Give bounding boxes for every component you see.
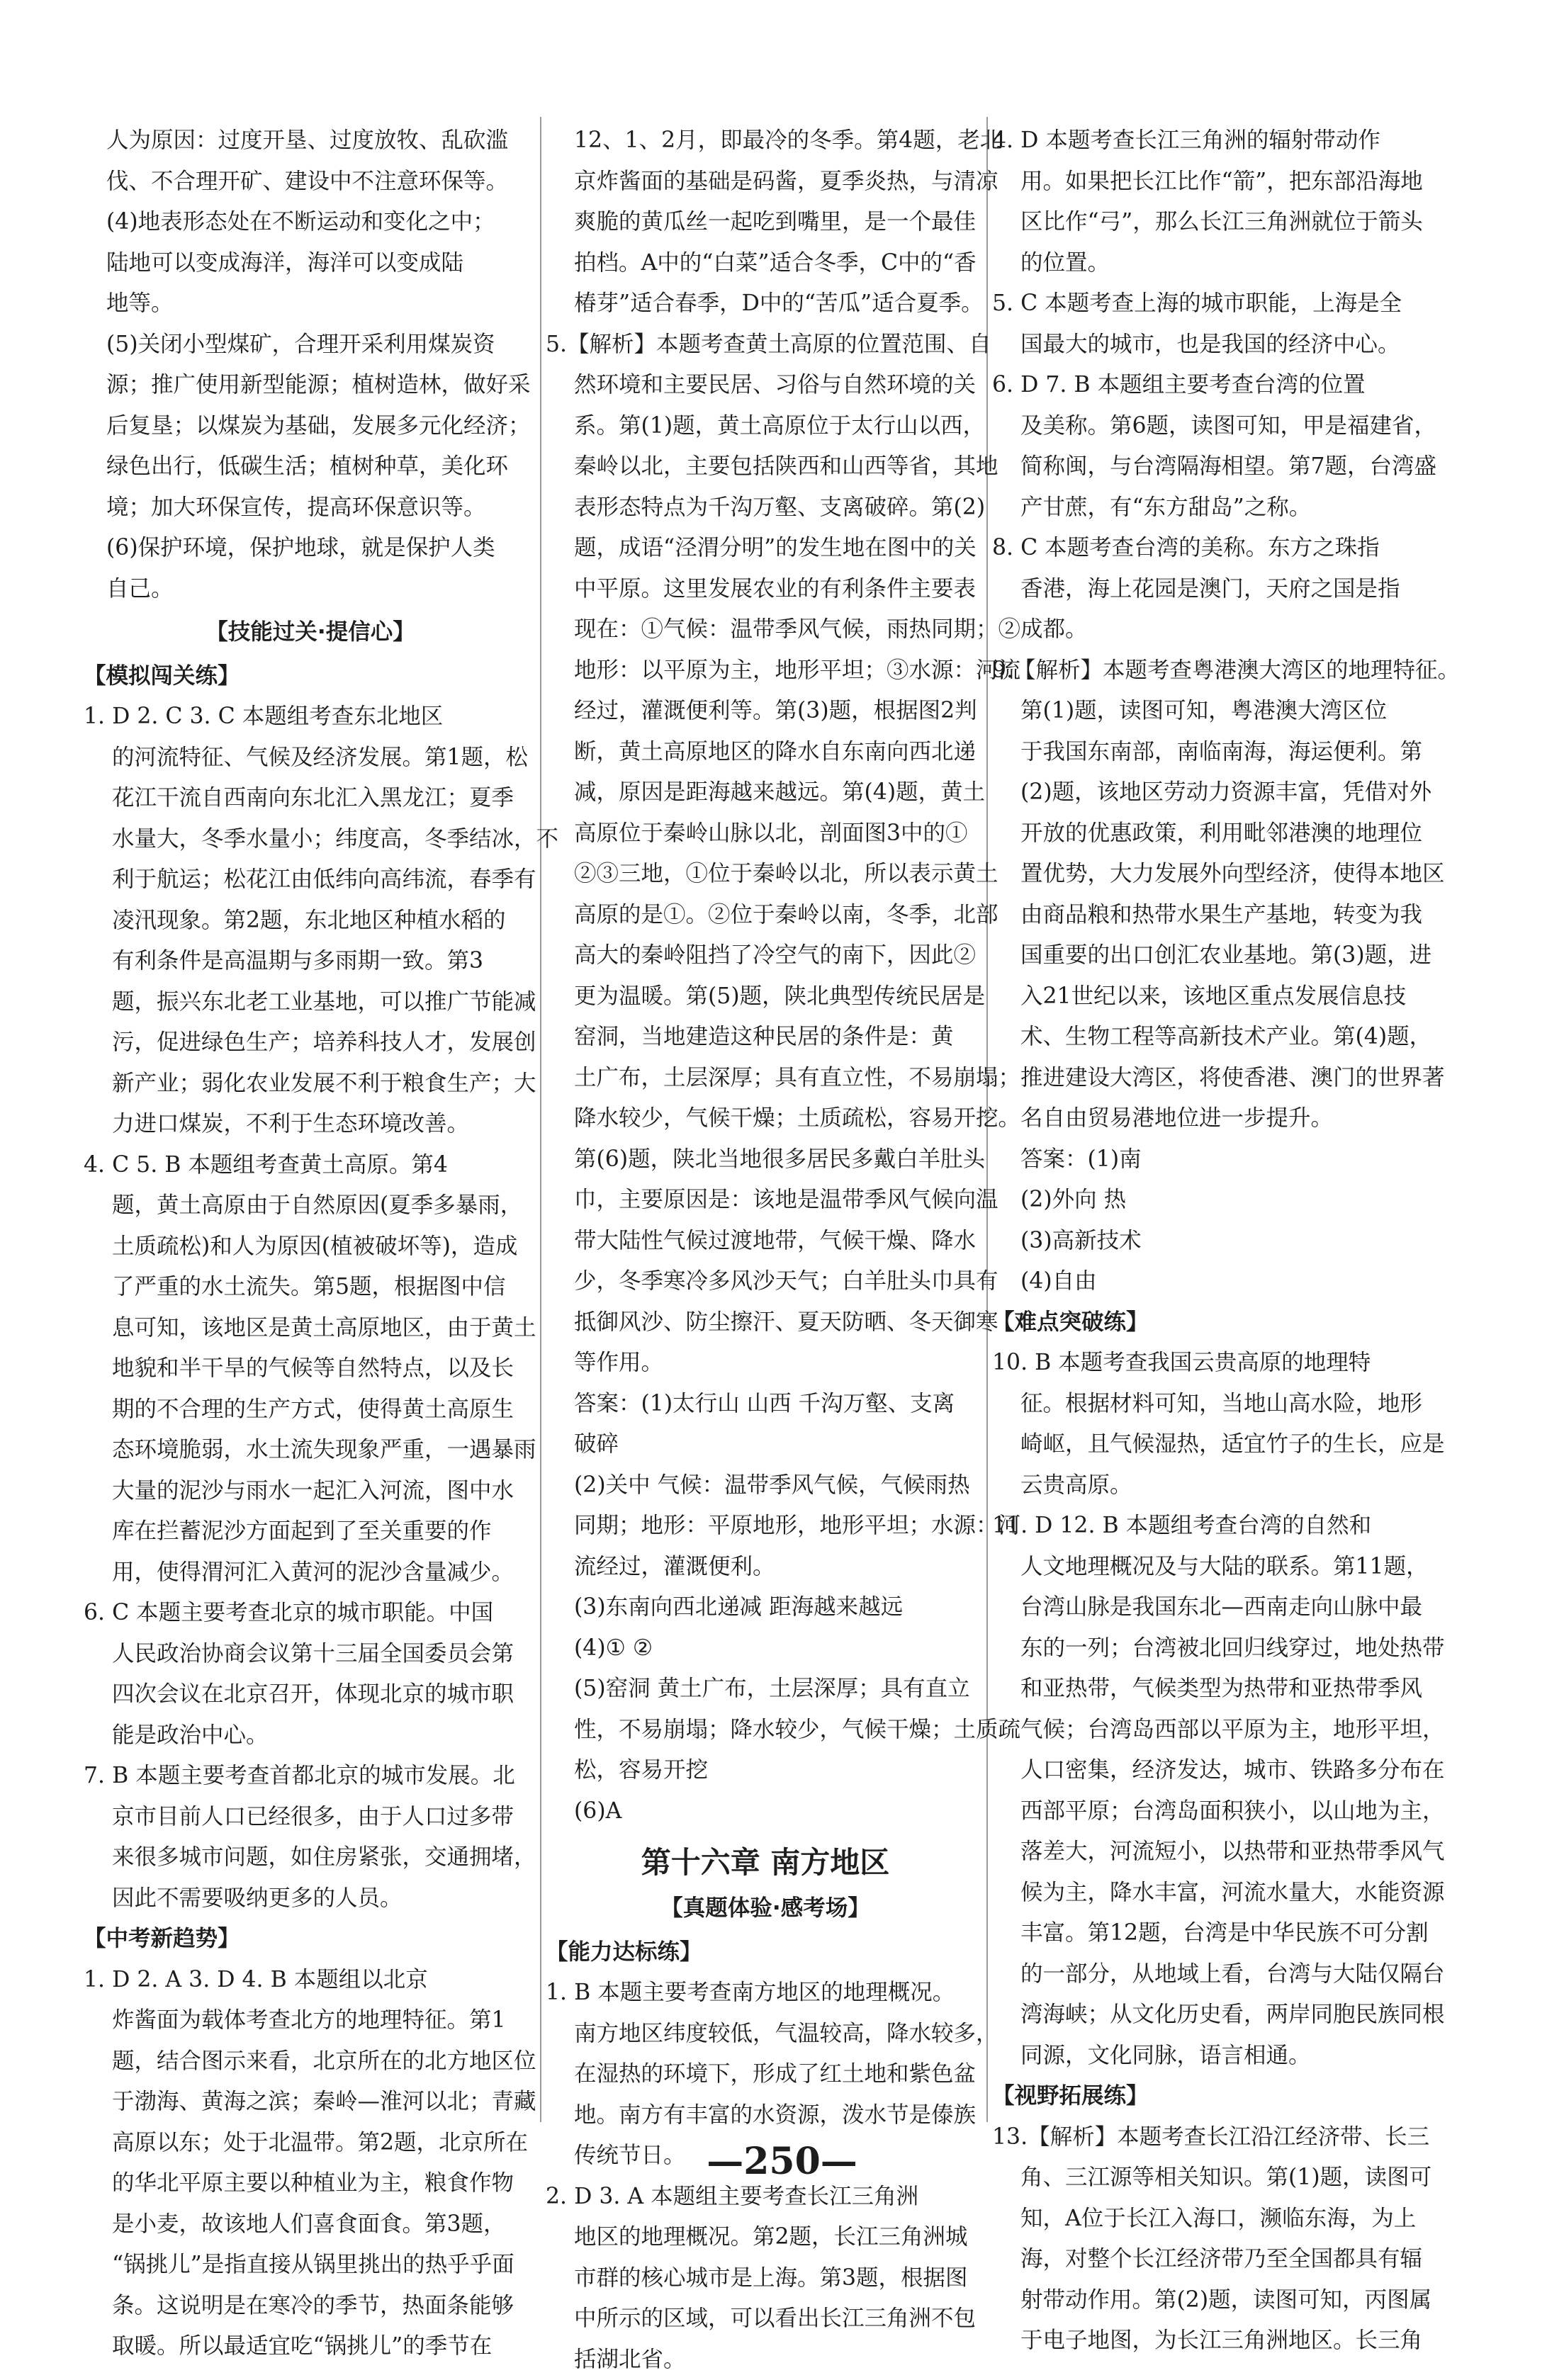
text-line: 1. D 2. C 3. C 本题组考查东北地区 — [84, 696, 537, 738]
section-heading: 【真题体验·感考场】 — [546, 1888, 985, 1929]
text-line: 12、1、2月，即最冷的冬季。第4题，老北 — [546, 120, 985, 162]
text-line: 高原以东；处于北温带。第2题，北京所在 — [84, 2123, 537, 2164]
text-line: 题，黄土高原由于自然原因(夏季多暴雨， — [84, 1185, 537, 1226]
text-line: 候为主，降水丰富，河流水量大，水能资源 — [992, 1873, 1446, 1914]
text-line: 来很多城市问题，如住房紧张，交通拥堵， — [84, 1837, 537, 1878]
text-line: 云贵高原。 — [992, 1465, 1446, 1506]
text-line: 地形：以平原为主，地形平坦；③水源：河流 — [546, 650, 985, 692]
text-line: 台湾山脉是我国东北—西南走向山脉中最 — [992, 1587, 1446, 1628]
text-line: 国重要的出口创汇农业基地。第(3)题，进 — [992, 935, 1446, 976]
text-line: 花江干流自西南向东北汇入黑龙江；夏季 — [84, 778, 537, 819]
chapter-title: 第十六章 南方地区 — [546, 1840, 985, 1885]
text-line: 题，振兴东北老工业基地，可以推广节能减 — [84, 982, 537, 1023]
text-line: 11. D 12. B 本题组考查台湾的自然和 — [992, 1506, 1446, 1547]
text-line: 9.【解析】本题考查粤港澳大湾区的地理特征。 — [992, 650, 1446, 692]
text-line: (2)外向 热 — [992, 1180, 1446, 1221]
text-line: 伐、不合理开矿、建设中不注意环保等。 — [84, 162, 537, 203]
text-line: (2)关中 气候：温带季风气候，气候雨热 — [546, 1465, 985, 1506]
text-line: (6)A — [546, 1791, 985, 1832]
text-line: 中平原。这里发展农业的有利条件主要表 — [546, 569, 985, 610]
text-line: 土广布，土层深厚；具有直立性，不易崩塌； — [546, 1058, 985, 1099]
text-line: 窑洞，当地建造这种民居的条件是：黄 — [546, 1017, 985, 1058]
text-line: 利于航运；松花江由低纬向高纬流，春季有 — [84, 859, 537, 901]
text-line: 高原位于秦岭山脉以北，剖面图3中的① — [546, 813, 985, 855]
section-heading: 【难点突破练】 — [992, 1302, 1446, 1343]
text-line: (3)东南向西北递减 距海越来越远 — [546, 1587, 985, 1628]
text-line: 简称闽，与台湾隔海相望。第7题，台湾盛 — [992, 446, 1446, 487]
text-line: 中所示的区域，可以看出长江三角洲不包 — [546, 2299, 985, 2340]
section-heading: 【模拟闯关练】 — [84, 656, 537, 697]
text-line: 湾海峡；从文化历史看，两岸同胞民族同根 — [992, 1995, 1446, 2036]
text-line: 5.【解析】本题考查黄土高原的位置范围、自 — [546, 325, 985, 366]
text-line: 市群的核心城市是上海。第3题，根据图 — [546, 2258, 985, 2299]
text-line: 经过，灌溉便利等。第(3)题，根据图2判 — [546, 691, 985, 732]
text-line: ②③三地，①位于秦岭以北，所以表示黄土 — [546, 854, 985, 895]
text-line: 人文地理概况及与大陆的联系。第11题， — [992, 1547, 1446, 1588]
text-line: 降水较少，气候干燥；土质疏松，容易开挖。 — [546, 1098, 985, 1139]
text-line: 态环境脆弱，水土流失现象严重，一遇暴雨 — [84, 1430, 537, 1471]
text-line: (4)① ② — [546, 1628, 985, 1669]
text-line: 炸酱面为载体考查北方的地理特征。第1 — [84, 2000, 537, 2041]
text-line: 带大陆性气候过渡地带，气候干燥、降水 — [546, 1221, 985, 1262]
text-line: 性，不易崩塌；降水较少，气候干燥；土质疏 — [546, 1710, 985, 1751]
text-line: 射带动作用。第(2)题，读图可知，丙图属 — [992, 2280, 1446, 2321]
text-line: 的位置。 — [992, 243, 1446, 284]
text-line: 椿芽”适合春季，D中的“苦瓜”适合夏季。 — [546, 283, 985, 325]
text-line: 传统节日。 — [546, 2136, 985, 2177]
text-line: 香港，海上花园是澳门，天府之国是指 — [992, 569, 1446, 610]
text-line: 力进口煤炭，不利于生态环境改善。 — [84, 1104, 537, 1145]
text-line: 6. C 本题主要考查北京的城市职能。中国 — [84, 1593, 537, 1634]
text-line: 地等。 — [84, 283, 537, 325]
text-line: 于渤海、黄海之滨；秦岭—淮河以北；青藏 — [84, 2082, 537, 2123]
text-line: 了严重的水土流失。第5题，根据图中信 — [84, 1267, 537, 1308]
text-line: 地貌和半干旱的气候等自然特点，以及长 — [84, 1348, 537, 1389]
text-line: 名自由贸易港地位进一步提升。 — [992, 1098, 1446, 1139]
text-line: “锅挑儿”是指直接从锅里挑出的热乎乎面 — [84, 2245, 537, 2286]
text-line: 的河流特征、气候及经济发展。第1题，松 — [84, 738, 537, 779]
text-line: 高原的是①。②位于秦岭以南，冬季，北部 — [546, 895, 985, 936]
text-line: (3)高新技术 — [992, 1221, 1446, 1262]
text-line: 由商品粮和热带水果生产基地，转变为我 — [992, 895, 1446, 936]
text-line: 京市目前人口已经很多，由于人口过多带 — [84, 1797, 537, 1838]
text-line: 少，冬季寒冷多风沙天气；白羊肚头巾具有 — [546, 1261, 985, 1302]
text-line: (5)窑洞 黄土广布，土层深厚；具有直立 — [546, 1669, 985, 1710]
text-line: 的一部分，从地域上看，台湾与大陆仅隔台 — [992, 1954, 1446, 1995]
text-line: 成都。 — [992, 609, 1446, 650]
text-line: 人民政治协商会议第十三届全国委员会第 — [84, 1634, 537, 1675]
text-line: 土质疏松)和人为原因(植被破坏等)，造成 — [84, 1226, 537, 1268]
text-line: 自己。 — [84, 569, 537, 610]
text-line: 7. B 本题主要考查首都北京的城市发展。北 — [84, 1756, 537, 1797]
section-heading: 【视野拓展练】 — [992, 2076, 1446, 2117]
text-line: 松，容易开挖 — [546, 1750, 985, 1791]
text-column-right — [992, 120, 1446, 2111]
text-line: 系。第(1)题，黄土高原位于太行山以西， — [546, 406, 985, 447]
section-heading: 【中考新趋势】 — [84, 1919, 537, 1960]
text-line: 同期；地形：平原地形，地形平坦；水源：河 — [546, 1506, 985, 1547]
text-line: 开放的优惠政策，利用毗邻港澳的地理位 — [992, 813, 1446, 855]
text-line: 绿色出行，低碳生活；植树种草，美化环 — [84, 446, 537, 487]
text-line: 8. C 本题考查台湾的美称。东方之珠指 — [992, 528, 1446, 569]
text-line: 10. B 本题考查我国云贵高原的地理特 — [992, 1343, 1446, 1384]
text-line: 1. D 2. A 3. D 4. B 本题组以北京 — [84, 1960, 537, 2001]
text-line: 源；推广使用新型能源；植树造林，做好采 — [84, 365, 537, 406]
text-line: 更为温暖。第(5)题，陕北典型传统民居是 — [546, 976, 985, 1017]
text-line: 流经过，灌溉便利。 — [546, 1547, 985, 1588]
text-line: 爽脆的黄瓜丝一起吃到嘴里，是一个最佳 — [546, 202, 985, 243]
text-line: 凌汛现象。第2题，东北地区种植水稻的 — [84, 901, 537, 942]
text-line: 用，使得渭河汇入黄河的泥沙含量减少。 — [84, 1552, 537, 1594]
text-line: 东的一列；台湾被北回归线穿过，地处热带 — [992, 1628, 1446, 1669]
text-line: 京炸酱面的基础是码酱，夏季炎热，与清凉 — [546, 162, 985, 203]
text-line: (2)题，该地区劳动力资源丰富，凭借对外 — [992, 772, 1446, 813]
text-line: 四次会议在北京召开，体现北京的城市职 — [84, 1674, 537, 1715]
text-line: 知，A位于长江入海口，濒临东海，为上 — [992, 2199, 1446, 2240]
text-line: 地。南方有丰富的水资源，泼水节是傣族 — [546, 2095, 985, 2136]
text-line: 崎岖，且气候湿热，适宜竹子的生长，应是 — [992, 1424, 1446, 1465]
text-line: 于我国东南部，南临南海，海运便利。第 — [992, 732, 1446, 773]
text-line: 海，对整个长江经济带乃至全国都具有辐 — [992, 2239, 1446, 2280]
text-line: 题，成语“泾渭分明”的发生地在图中的关 — [546, 528, 985, 569]
text-line: 巾，主要原因是：该地是温带季风气候向温 — [546, 1180, 985, 1221]
text-line: 在湿热的环境下，形成了红土地和紫色盆 — [546, 2054, 985, 2095]
text-line: 条。这说明是在寒冷的季节，热面条能够 — [84, 2286, 537, 2327]
text-line: 有利条件是高温期与多雨期一致。第3 — [84, 941, 537, 982]
text-line: 推进建设大湾区，将使香港、澳门的世界著 — [992, 1058, 1446, 1099]
text-line: 是小麦，故该地人们喜食面食。第3题， — [84, 2204, 537, 2245]
page-number: —250— — [0, 2140, 1564, 2183]
text-line: 破碎 — [546, 1424, 985, 1465]
text-line: 新产业；弱化农业发展不利于粮食生产；大 — [84, 1064, 537, 1105]
text-line: 气候；台湾岛西部以平原为主，地形平坦， — [992, 1710, 1446, 1751]
column-divider-1 — [540, 117, 541, 2122]
text-line: 4. D 本题考查长江三角洲的辐射带动作 — [992, 120, 1446, 162]
text-line: (4)地表形态处在不断运动和变化之中； — [84, 202, 537, 243]
text-line: 水量大，冬季水量小；纬度高，冬季结冰，不 — [84, 819, 537, 860]
text-line: 落差大，河流短小，以热带和亚热带季风气 — [992, 1832, 1446, 1873]
section-heading: 【技能过关·提信心】 — [84, 612, 537, 653]
text-line: 人口密集，经济发达，城市、铁路多分布在 — [992, 1750, 1446, 1791]
text-line: 角、三江源等相关知识。第(1)题，读图可 — [992, 2158, 1446, 2199]
text-line: 答案：(1)太行山 山西 千沟万壑、支离 — [546, 1384, 985, 1425]
text-line: 境；加大环保宣传，提高环保意识等。 — [84, 487, 537, 529]
text-line: 同源，文化同脉，语言相通。 — [992, 2036, 1446, 2077]
text-line: 于电子地图，为长江三角洲地区。长三角 — [992, 2320, 1446, 2362]
text-line: 表形态特点为千沟万壑、支离破碎。第(2) — [546, 487, 985, 529]
text-line: 置优势，大力发展外向型经济，使得本地区 — [992, 854, 1446, 895]
text-line: 1. B 本题主要考查南方地区的地理概况。 — [546, 1973, 985, 2014]
text-line: 断，黄土高原地区的降水自东南向西北递 — [546, 732, 985, 773]
text-line: 括湖北省。 — [546, 2340, 985, 2380]
text-line: 丰富。第12题，台湾是中华民族不可分割 — [992, 1913, 1446, 1954]
text-line: 答案：(1)南 — [992, 1139, 1446, 1180]
text-line: 污，促进绿色生产；培养科技人才，发展创 — [84, 1022, 537, 1064]
section-heading: 【能力达标练】 — [546, 1932, 985, 1973]
text-line: 13.【解析】本题考查长江沿江经济带、长三 — [992, 2117, 1446, 2158]
text-column-left — [84, 120, 537, 2111]
text-line: 现在：①气候：温带季风气候，雨热同期；② — [546, 609, 985, 650]
text-line: 征。根据材料可知，当地山高水险，地形 — [992, 1384, 1446, 1425]
text-line: 区比作“弓”，那么长江三角洲就位于箭头 — [992, 202, 1446, 243]
text-line: 取暖。所以最适宜吃“锅挑儿”的季节在 — [84, 2326, 537, 2367]
text-line: 6. D 7. B 本题组主要考查台湾的位置 — [992, 365, 1446, 406]
text-line: 因此不需要吸纳更多的人员。 — [84, 1878, 537, 1919]
text-line: 4. C 5. B 本题组考查黄土高原。第4 — [84, 1145, 537, 1186]
text-line: 2. D 3. A 本题组主要考查长江三角洲 — [546, 2177, 985, 2218]
text-line: 入21世纪以来，该地区重点发展信息技 — [992, 976, 1446, 1017]
text-line: 拍档。A中的“白菜”适合冬季，C中的“香 — [546, 243, 985, 284]
text-line: 第(6)题，陕北当地很多居民多戴白羊肚头 — [546, 1139, 985, 1180]
text-line: 和亚热带，气候类型为热带和亚热带季风 — [992, 1669, 1446, 1710]
text-line: 术、生物工程等高新技术产业。第(4)题， — [992, 1017, 1446, 1058]
text-line: 地区的地理概况。第2题，长江三角洲城 — [546, 2217, 985, 2258]
text-line: (5)关闭小型煤矿，合理开采利用煤炭资 — [84, 325, 537, 366]
text-line: 西部平原；台湾岛面积狭小，以山地为主， — [992, 1791, 1446, 1832]
text-line: 高大的秦岭阻挡了冷空气的南下，因此② — [546, 935, 985, 976]
text-line: 的华北平原主要以种植业为主，粮食作物 — [84, 2163, 537, 2204]
text-line: 后复垦；以煤炭为基础，发展多元化经济； — [84, 406, 537, 447]
text-line: 5. C 本题考查上海的城市职能，上海是全 — [992, 283, 1446, 325]
text-line: 国最大的城市，也是我国的经济中心。 — [992, 325, 1446, 366]
text-line: (6)保护环境，保护地球，就是保护人类 — [84, 528, 537, 569]
text-line: (4)自由 — [992, 1261, 1446, 1302]
text-line: 陆地可以变成海洋，海洋可以变成陆 — [84, 243, 537, 284]
text-line: 减，原因是距海越来越远。第(4)题，黄土 — [546, 772, 985, 813]
text-line: 抵御风沙、防尘擦汗、夏天防晒、冬天御寒 — [546, 1302, 985, 1343]
text-line: 南方地区纬度较低，气温较高，降水较多， — [546, 2014, 985, 2055]
text-line: 息可知，该地区是黄土高原地区，由于黄土 — [84, 1308, 537, 1349]
text-line: 大量的泥沙与雨水一起汇入河流，图中水 — [84, 1471, 537, 1512]
text-line: 第(1)题，读图可知，粤港澳大湾区位 — [992, 691, 1446, 732]
text-line: 题，结合图示来看，北京所在的北方地区位 — [84, 2041, 537, 2082]
text-line: 能是政治中心。 — [84, 1715, 537, 1756]
text-line: 产甘蔗，有“东方甜岛”之称。 — [992, 487, 1446, 529]
text-line: 用。如果把长江比作“箭”，把东部沿海地 — [992, 162, 1446, 203]
text-line: 库在拦蓄泥沙方面起到了至关重要的作 — [84, 1511, 537, 1552]
text-line: 及美称。第6题，读图可知，甲是福建省， — [992, 406, 1446, 447]
text-line: 期的不合理的生产方式，使得黄土高原生 — [84, 1389, 537, 1431]
text-column-middle — [546, 120, 985, 2111]
text-line: 然环境和主要民居、习俗与自然环境的关 — [546, 365, 985, 406]
text-line: 等作用。 — [546, 1343, 985, 1384]
text-line: 秦岭以北，主要包括陕西和山西等省，其地 — [546, 446, 985, 487]
text-line: 人为原因：过度开垦、过度放牧、乱砍滥 — [84, 120, 537, 162]
